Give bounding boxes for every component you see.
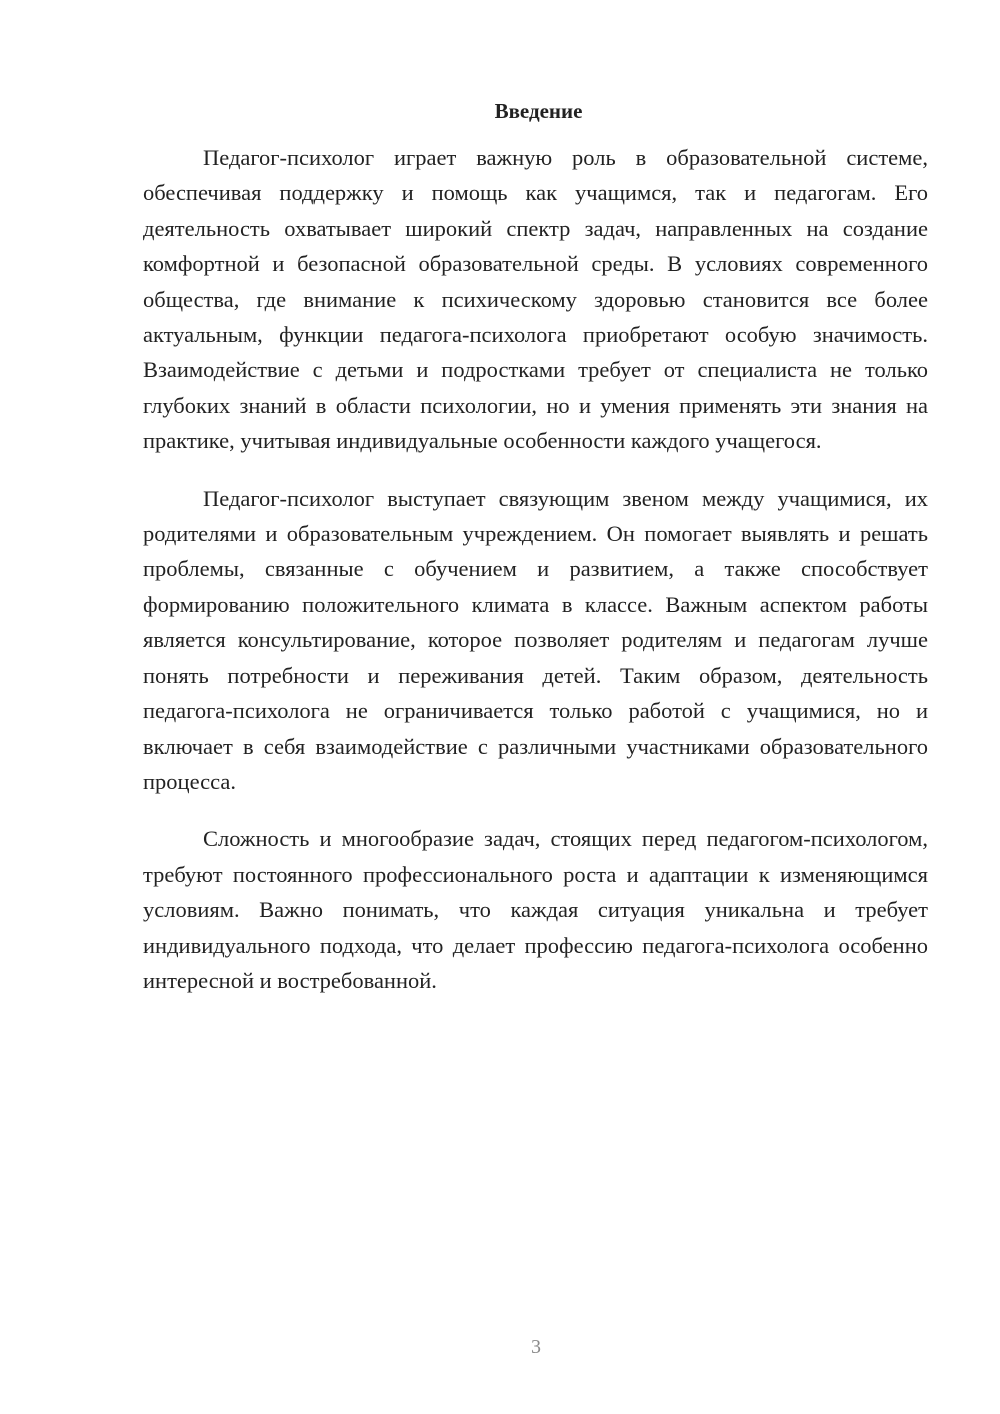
paragraph-3: Сложность и многообразие задач, стоящих перед педагогом-психологом, требуют постоянного профессионального роста и адаптации к изменяющимся условиям. Важно понимать, что каждая ситуация уникальна и требует индивидуального подхода, что делает профессию педагога-психолога особенно интересной и востребованной. bbox=[143, 826, 928, 993]
paragraph-1: Педагог-психолог играет важную роль в образовательной системе, обеспечивая поддержку и помощь как учащимся, так и педагогам. Его деятельность охватывает широкий спектр задач, направленных на создание комфортной и безопасной образовательной среды. В условиях современного общества, где внимание к психическому здоровью становится все более актуальным, функции педагога-психолога приобретают особую значимость. Взаимодействие с детьми и подростками требует от специалиста не только глубоких знаний в области психологии, но и умения применять эти знания на практике, учитывая индивидуальные особенности каждого учащегося. bbox=[143, 145, 928, 454]
paragraph-2: Педагог-психолог выступает связующим звеном между учащимися, их родителями и образовательным учреждением. Он помогает выявлять и решать проблемы, связанные с обучением и развитием, а также способствует формированию положительного климата в классе. Важным аспектом работы является консультирование, которое позволяет родителям и педагогам лучше понять потребности и переживания детей. Таким образом, деятельность педагога-психолога не ограничивается только работой с учащимися, но и включает в себя взаимодействие с различными участниками образовательного процесса. bbox=[143, 485, 928, 794]
page-content bbox=[143, 98, 928, 1020]
page-number: 3 bbox=[531, 1336, 541, 1358]
section-heading: Введение bbox=[494, 99, 583, 123]
